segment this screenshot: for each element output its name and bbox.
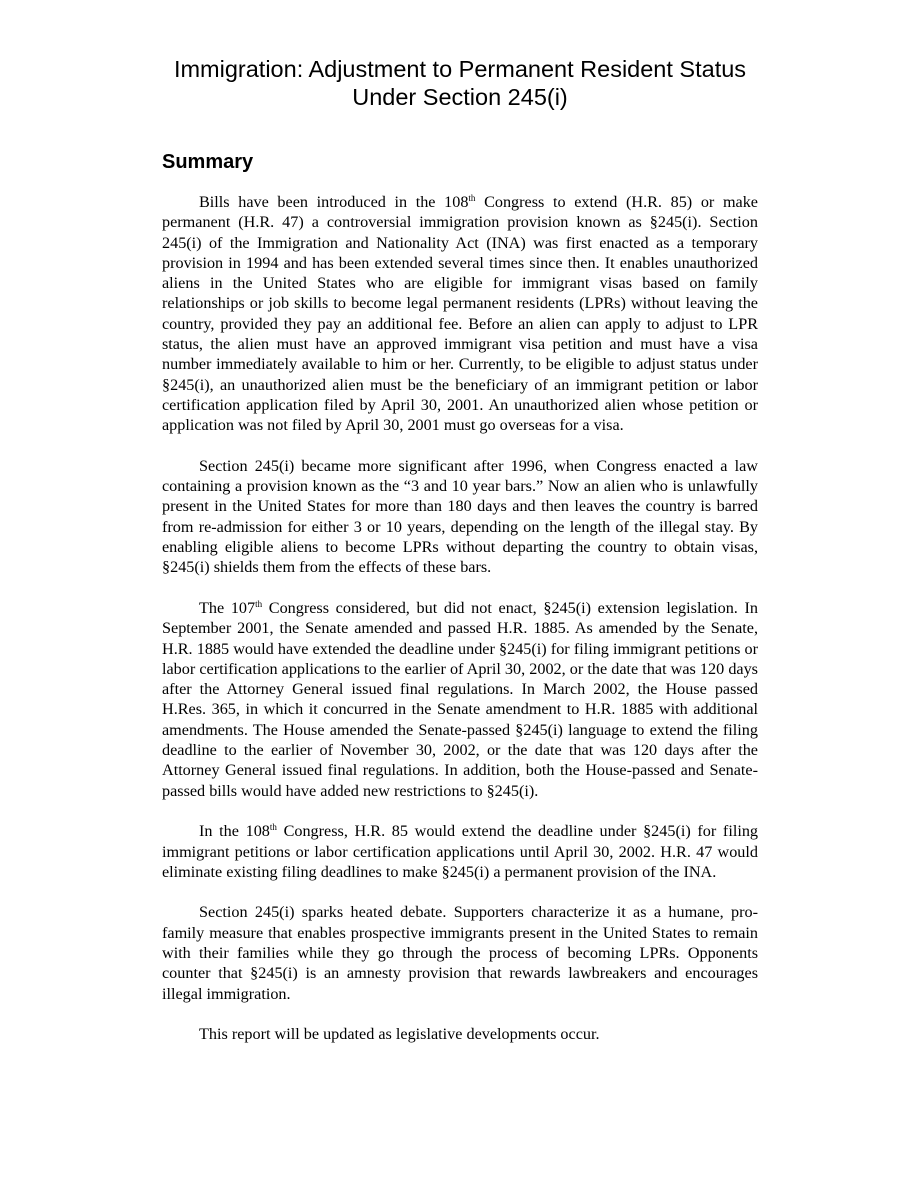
report-title (162, 55, 758, 111)
report-title-line-2: Under Section 245(i) (352, 84, 568, 110)
summary-paragraph-5: Section 245(i) sparks heated debate. Supporters characterize it as a humane, pro-family measure that enables prospective immigrants present in the United States to remain with their families while they go through the process of becoming LPRs. Opponents counter that §245(i) is an amnesty provision that rewards lawbreakers and encourages illegal immigration. (162, 903, 758, 1003)
summary-paragraph-2: Section 245(i) became more significant after 1996, when Congress enacted a law containing a provision known as the “3 and 10 year bars.” Now an alien who is unlawfully present in the United States for more than 180 days and then leaves the country is barred from re-admission for either 3 or 10 years, depending on the length of the illegal stay. By enabling eligible aliens to become LPRs without departing the country to obtain visas, §245(i) shields them from the effects of these bars. (162, 456, 758, 577)
summary-paragraph-4: In the 108th Congress, H.R. 85 would extend the deadline under §245(i) for filing immigrant petitions or labor certification applications until April 30, 2002. H.R. 47 would eliminate existing filing deadlines to make §245(i) a permanent provision of the INA. (162, 822, 759, 881)
report-title-line-1: Immigration: Adjustment to Permanent Resident Status (173, 56, 747, 82)
document-page (162, 55, 758, 1044)
summary-heading: Summary (162, 151, 254, 173)
summary-paragraph-1: Bills have been introduced in the 108th Congress to extend (H.R. 85) or make permanent (H.R. 47) a controversial immigration provision known as §245(i). Section 245(i) of the Immigration and Nationality Act (INA) was first enacted as a temporary provision in 1994 and has been extended several times since then. It enables unauthorized aliens in the United States who are eligible for immigrant visas based on family relationships or job skills to become legal permanent residents (LPRs) without leaving the country, provided they pay an additional fee. Before an alien can apply to adjust to LPR status, the alien must have an approved immigrant visa petition and must have a visa number immediately available to him or her. Currently, to be eligible to adjust status under §245(i), an unauthorized alien must be the beneficiary of an immigrant petition or labor certification application filed by April 30, 2001. An unauthorized alien whose petition or application was not filed by April 30, 2001 must go overseas for a visa. (162, 193, 758, 435)
summary-paragraph-3: The 107th Congress considered, but did not enact, §245(i) extension legislation. In September 2001, the Senate amended and passed H.R. 1885. As amended by the Senate, H.R. 1885 would have extended the deadline under §245(i) for filing immigrant petitions or labor certification applications to the earlier of April 30, 2002, or the date that was 120 days after the Attorney General issued final regulations. In March 2002, the House passed H.Res. 365, in which it concurred in the Senate amendment to H.R. 1885 with additional amendments. The House amended the Senate-passed §245(i) language to extend the filing deadline to the earlier of November 30, 2002, or the date that was 120 days after the Attorney General issued final regulations. In addition, both the House-passed and Senate-passed bills would have added new restrictions to §245(i). (162, 598, 758, 800)
summary-paragraph-6: This report will be updated as legislative developments occur. (199, 1025, 600, 1044)
